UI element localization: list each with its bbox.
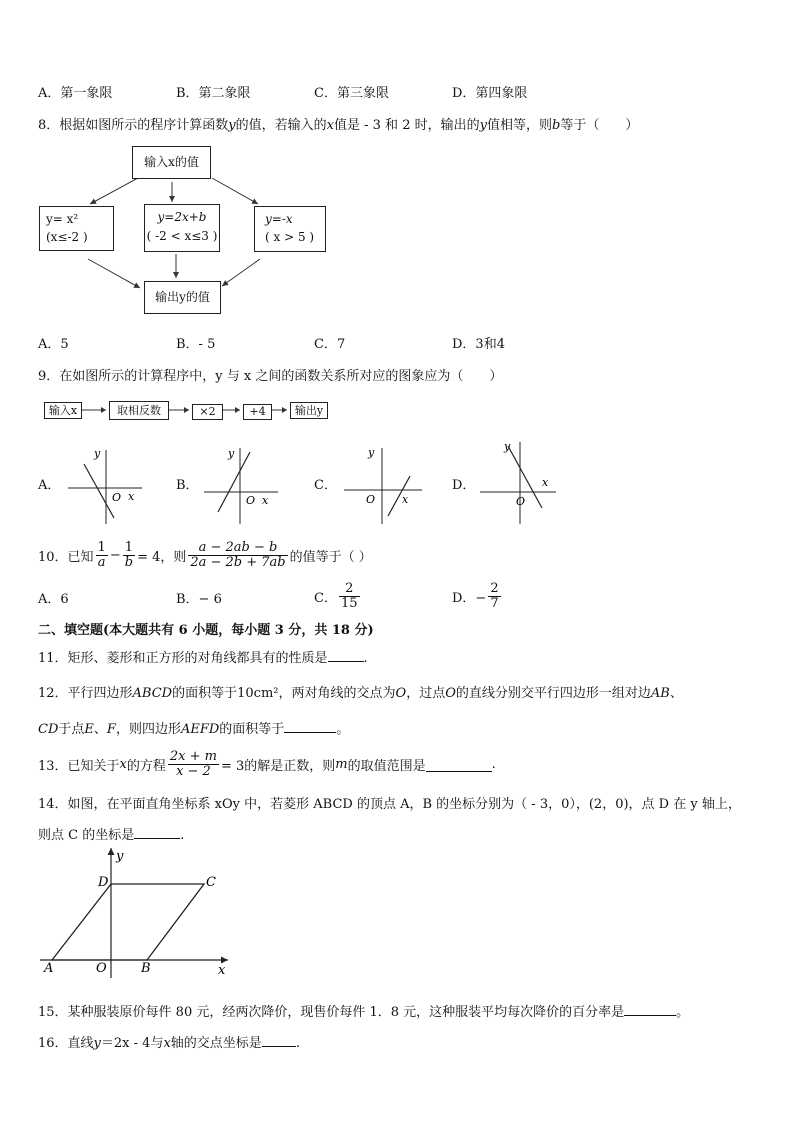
q13-var-x: x: [119, 756, 127, 772]
q13-end: .: [491, 756, 496, 772]
q15: [38, 1001, 689, 1020]
q8-flow-mid-formula: y=2x+b: [157, 210, 207, 224]
q9-axis-x: x: [542, 476, 549, 489]
q11-answer-blank[interactable]: [328, 660, 364, 662]
q14-label-b: B: [141, 961, 151, 976]
q14-label-a: A: [44, 961, 54, 976]
q9-label-a: A．: [38, 478, 61, 493]
q9-flow-negate: 取相反数: [109, 401, 169, 420]
q9-origin: O: [516, 495, 526, 508]
q13-part: 的取值范围是: [347, 758, 426, 774]
q8-option-d: D．3和4: [452, 337, 505, 352]
q12-part: 于点: [58, 722, 85, 737]
q14-end: .: [180, 828, 185, 843]
q10-option-c-fraction: [339, 582, 360, 610]
q14-label-c: C: [206, 875, 216, 890]
q12-line-1: [38, 682, 683, 701]
q12-line-2: [38, 718, 349, 737]
q10-frac-den: 15: [340, 595, 358, 611]
q13-frac-den: x − 2: [176, 763, 211, 779]
q9-axis-y: y: [228, 447, 235, 460]
q14-label-d: D: [98, 875, 109, 890]
q9-label-d: D．: [452, 478, 476, 493]
q12-part: 、: [669, 686, 683, 701]
q9-flow-input: 输入x: [44, 402, 82, 419]
q8-var-x: x: [326, 118, 334, 133]
section-title-fill-in: 二、填空题(本大题共有 6 小题，每小题 3 分，共 18 分): [38, 623, 374, 638]
q10-big-den: 2a − 2b + 7ab: [190, 554, 286, 570]
q8-flow-right-cond: ( x > 5 ): [265, 230, 315, 244]
q15-answer-blank[interactable]: [624, 1014, 676, 1016]
q14-label-o: O: [96, 961, 107, 976]
q7-option-a: A．第一象限: [38, 86, 113, 101]
q10-stem: [38, 535, 372, 575]
q8-flow-left-cond: (x≤-2 ): [46, 230, 88, 244]
q8-var-b: b: [551, 118, 561, 133]
q10-frac-num: 1: [123, 541, 135, 556]
q9-origin: O: [112, 491, 122, 504]
q10-big-num: a − 2ab − b: [188, 541, 287, 556]
q9-flow-plus4: +4: [243, 404, 272, 420]
q10-fraction-1-over-b: [123, 541, 135, 569]
q8-stem-part: 的值，若输入的: [235, 118, 327, 133]
q10-post: 的值等于（ ）: [289, 549, 372, 565]
q10-frac-den: b: [124, 554, 134, 570]
q8-option-c: C．7: [314, 337, 346, 352]
q16-part: 轴的交点坐标是: [170, 1036, 262, 1051]
q9-stem: 9．在如图所示的计算程序中，y 与 x 之间的函数关系所对应的图象应为（ ）: [38, 369, 503, 384]
q12-point-f: F: [106, 722, 116, 737]
q16-answer-blank[interactable]: [262, 1045, 296, 1047]
q11-end: .: [363, 651, 368, 666]
q10-option-d-label: D．−: [452, 590, 487, 606]
q15-text: 15．某种服装原价每件 80 元，经两次降价，现售价每件 1．8 元，这种服装平均每次降价的百分率是: [38, 1005, 625, 1020]
q12-part: 的面积等于: [219, 722, 285, 737]
q9-label-b: B．: [176, 478, 199, 493]
q7-option-b: B．第二象限: [176, 86, 251, 101]
q8-flow-mid-cond: ( -2 < x≤3 ): [146, 229, 218, 243]
q9-origin: O: [366, 493, 376, 506]
q14-line-2: [38, 824, 184, 843]
q13-part: = 3的解是正数，则: [221, 758, 336, 774]
q12-aefd: AEFD: [180, 722, 220, 737]
q8-var-y: y: [228, 118, 236, 133]
q8-stem-part: 等于（ ）: [560, 118, 639, 133]
q12-part: 、: [93, 722, 107, 737]
q8-stem-part: 8．根据如图所示的程序计算函数: [38, 118, 229, 133]
q10-big-fraction: [188, 541, 287, 569]
q9-axis-y: y: [504, 440, 511, 453]
q16-equation: ＝2x - 4: [100, 1036, 151, 1051]
q10-frac-num: 2: [490, 580, 499, 596]
q10-frac-den: 7: [490, 595, 499, 611]
q10-option-c: [314, 576, 362, 616]
q12-ab: AB: [650, 686, 670, 701]
q16-part: 16．直线: [38, 1036, 94, 1051]
q12-point-e: E: [84, 722, 94, 737]
q12-part: ，两对角线的交点为: [278, 686, 396, 701]
q9-axis-y: y: [368, 446, 375, 459]
q9-graph-c: [338, 440, 428, 528]
q7-option-c: C．第三象限: [314, 86, 389, 101]
q9-axis-x: x: [402, 493, 409, 506]
q9-graph-b: [196, 440, 286, 528]
q14-answer-blank[interactable]: [134, 837, 180, 839]
q8-flow-right: [254, 206, 326, 252]
q14-label-y: y: [116, 849, 124, 864]
q8-stem-part: 值是 - 3 和 2 时，输出的: [334, 118, 480, 133]
q12-answer-blank[interactable]: [284, 731, 336, 733]
q10-option-d: [452, 576, 503, 616]
q12-cd: CD: [38, 722, 59, 737]
q12-end: 。: [336, 722, 350, 737]
q8-flow-left-formula: y= x²: [46, 212, 79, 226]
q14-line-1: 14．如图，在平面直角坐标系 xOy 中，若菱形 ABCD 的顶点 A，B 的坐标分别为（ - 3，0），(2，0)，点 D 在 y 轴上，: [38, 797, 741, 812]
q9-graph-a: [60, 440, 150, 528]
q8-option-a: A．5: [38, 337, 69, 352]
q10-fraction-1-over-a: [96, 541, 108, 569]
q8-var-y: y: [479, 118, 487, 133]
q12-part: 12．平行四边形: [38, 686, 133, 701]
q12-part: ，过点: [406, 686, 446, 701]
q13: [38, 744, 496, 784]
q10-option-b: B．− 6: [176, 592, 222, 607]
q8-flow-output: 输出y的值: [144, 281, 221, 314]
q13-part: 的方程: [126, 758, 166, 774]
q8-flow-mid: [144, 204, 220, 252]
q8-flowchart-arrows: [0, 0, 794, 330]
q8-option-b: B．- 5: [176, 337, 216, 352]
q9-flow-times2: ×2: [192, 404, 223, 420]
q10-frac-num: 1: [97, 539, 106, 555]
q10-pre: 10．已知: [38, 549, 94, 565]
q7-option-d: D．第四象限: [452, 86, 528, 101]
q15-end: 。: [676, 1005, 690, 1020]
q10-option-a: A．6: [38, 592, 69, 607]
q14-rhombus-abcd: [52, 884, 204, 960]
q16-end: .: [295, 1036, 300, 1051]
q9-axis-y: y: [94, 447, 101, 460]
q16-var-y: y: [93, 1036, 101, 1051]
q13-answer-blank[interactable]: [426, 770, 492, 772]
q14-text: 则点 C 的坐标是: [38, 828, 135, 843]
q14-label-x: x: [218, 963, 226, 978]
q16: [38, 1032, 300, 1051]
q10-frac-den: a: [97, 554, 106, 570]
q10-option-d-fraction: [488, 582, 500, 610]
q13-part: 13．已知关于: [38, 758, 120, 774]
q14-rhombus-figure: [30, 842, 240, 982]
q12-part: ，则四边形: [115, 722, 181, 737]
q10-eq: = 4，则: [137, 549, 187, 565]
q8-flow-left: [39, 206, 114, 251]
q9-axis-x: x: [128, 490, 135, 503]
q12-point-o: O: [445, 686, 456, 701]
q9-line-a: [84, 464, 114, 518]
q12-abcd: ABCD: [132, 686, 173, 701]
q9-flow-output: 输出y: [290, 402, 328, 419]
q9-axis-x: x: [262, 494, 269, 507]
q10-minus: −: [109, 547, 121, 563]
q16-var-x: x: [163, 1036, 171, 1051]
q8-flow-input: 输入x的值: [132, 146, 211, 179]
q10-option-c-label: C．: [314, 590, 337, 606]
q11-text: 11．矩形、菱形和正方形的对角线都具有的性质是: [38, 651, 328, 666]
q9-label-c: C．: [314, 478, 337, 493]
q10-frac-num: 2: [339, 582, 360, 597]
q8-stem-part: 值相等，则: [486, 118, 552, 133]
q13-frac-num: 2x + m: [169, 748, 217, 764]
q13-var-m: m: [335, 756, 348, 772]
q12-area: 10cm²: [237, 686, 279, 701]
q11: [38, 647, 368, 666]
q8-flow-right-formula: y=-x: [265, 212, 293, 226]
q12-part: 的面积等于: [172, 686, 238, 701]
q16-part: 与: [150, 1036, 164, 1051]
q9-graph-d: [476, 436, 566, 528]
q9-origin: O: [246, 494, 256, 507]
q13-fraction: [168, 750, 219, 778]
q12-part: 的直线分别交平行四边形一组对边: [455, 686, 651, 701]
q12-point-o: O: [395, 686, 407, 701]
